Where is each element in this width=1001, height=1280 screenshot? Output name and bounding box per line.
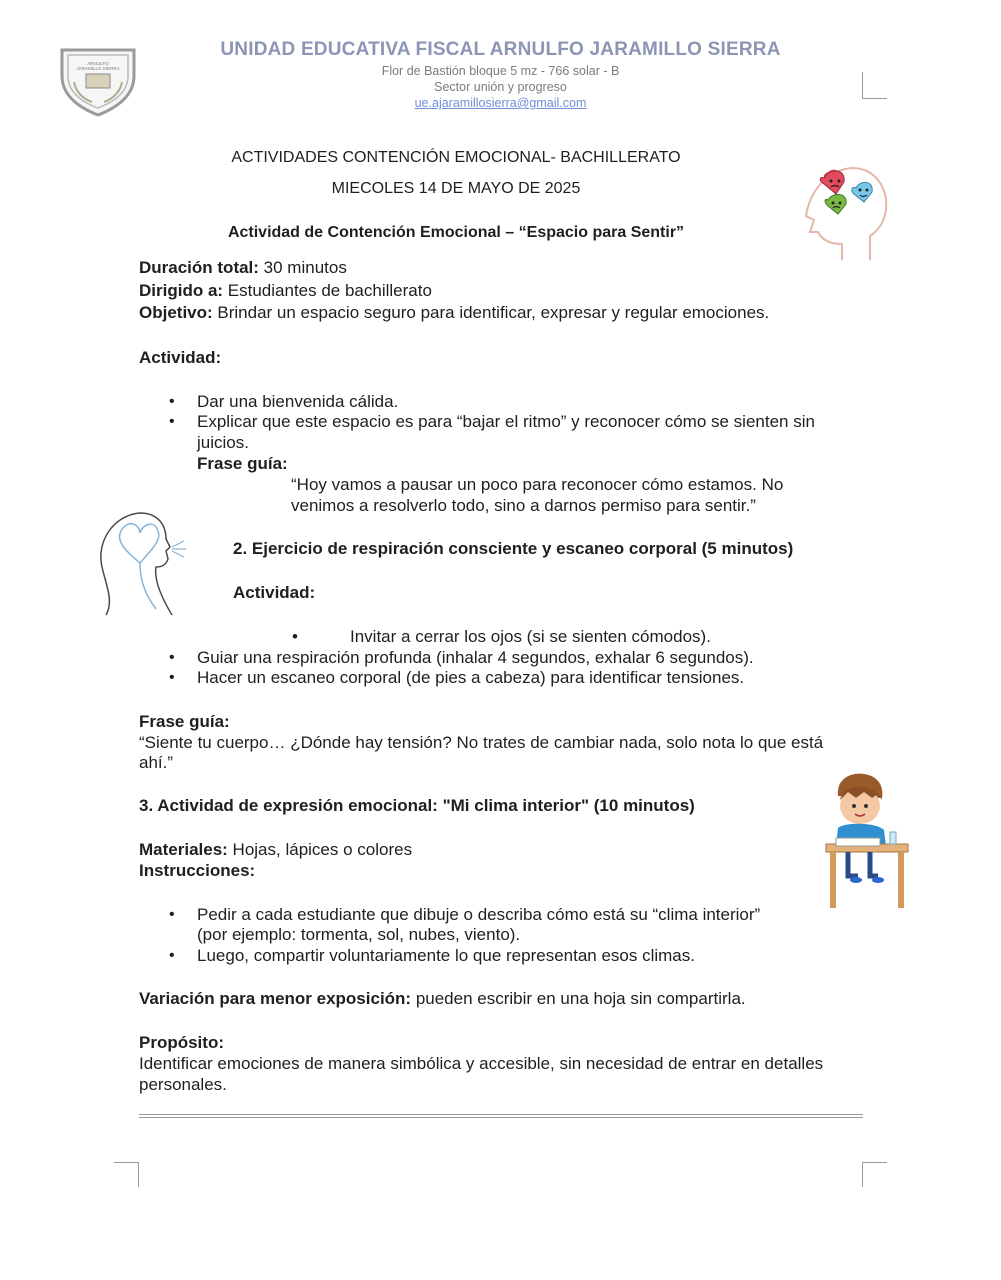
section1-heading: Actividad: (139, 348, 222, 367)
address-line-2: Sector unión y progreso (434, 80, 567, 94)
breathing-illustration (96, 505, 188, 617)
email-link[interactable]: ue.ajaramillosierra@gmail.com (414, 96, 587, 110)
bottom-rule (139, 1114, 863, 1118)
duration-line: Duración total: 30 minutos (139, 258, 347, 277)
section1-guide-label: Frase guía: (197, 454, 288, 473)
document-title: ACTIVIDADES CONTENCIÓN EMOCIONAL- BACHILLERATO (231, 149, 681, 166)
corner-mark-bottom-left (114, 1162, 139, 1187)
purpose-line: personales. (139, 1075, 227, 1094)
activity-title: Actividad de Contención Emocional – “Espacio para Sentir” (227, 224, 685, 241)
materials-line: Materiales: Hojas, lápices o colores (139, 840, 413, 859)
document-date: MIECOLES 14 DE MAYO DE 2025 (331, 180, 581, 197)
list-item: • Pedir a cada estudiante que dibuje o describa cómo está su “clima interior” (197, 904, 760, 925)
instructions-label: Instrucciones: (139, 861, 256, 880)
list-item-continuation: juicios. (197, 433, 249, 452)
address-line-1: Flor de Bastión bloque 5 mz - 766 solar - B (381, 64, 620, 78)
section2-guide-label: Frase guía: (139, 712, 230, 731)
section2-guide-line: ahí.” (139, 753, 174, 772)
section2-guide-line: “Siente tu cuerpo… ¿Dónde hay tensión? No trates de cambiar nada, solo nota lo que está (139, 733, 824, 752)
purpose-line: Identificar emociones de manera simbólica y accesible, sin necesidad de entrar en detalles (139, 1054, 824, 1073)
logo-text: ARNULFO JARAMILLO SIERRA (76, 61, 120, 71)
list-item: • Hacer un escaneo corporal (de pies a cabeza) para identificar tensiones. (197, 667, 744, 688)
school-name: UNIDAD EDUCATIVA FISCAL ARNULFO JARAMILLO SIERRA (220, 39, 781, 60)
list-item: • Dar una bienvenida cálida. (197, 391, 398, 412)
section1-guide-line: venimos a resolverlo todo, sino a darnos permiso para sentir.” (291, 496, 756, 515)
variation-line: Variación para menor exposición: pueden escribir en una hoja sin compartirla. (139, 989, 746, 1008)
list-item: • Guiar una respiración profunda (inhalar 4 segundos, exhalar 6 segundos). (197, 647, 754, 668)
list-item: • Luego, compartir voluntariamente lo que representan esos climas. (197, 945, 695, 966)
emotions-head-illustration (800, 160, 892, 262)
section1-guide-line: “Hoy vamos a pausar un poco para reconocer cómo estamos. No (291, 475, 784, 494)
list-item: • Explicar que este espacio es para “bajar el ritmo” y reconocer cómo se sienten sin (197, 411, 815, 432)
corner-mark-top-right (862, 72, 887, 99)
list-item-continuation: (por ejemplo: tormenta, sol, nubes, viento). (197, 925, 521, 944)
corner-mark-bottom-right (862, 1162, 887, 1187)
section2-heading: 2. Ejercicio de respiración consciente y escaneo corporal (5 minutos) (233, 539, 794, 558)
target-line: Dirigido a: Estudiantes de bachillerato (139, 281, 432, 300)
section3-heading: 3. Actividad de expresión emocional: "Mi clima interior" (10 minutos) (139, 796, 695, 815)
purpose-label: Propósito: (139, 1033, 224, 1052)
child-drawing-illustration (818, 772, 916, 914)
list-item: • Invitar a cerrar los ojos (si se sienten cómodos). (292, 627, 711, 646)
section2-activity-label: Actividad: (233, 583, 316, 602)
objective-line: Objetivo: Brindar un espacio seguro para identificar, expresar y regular emociones. (139, 303, 770, 322)
